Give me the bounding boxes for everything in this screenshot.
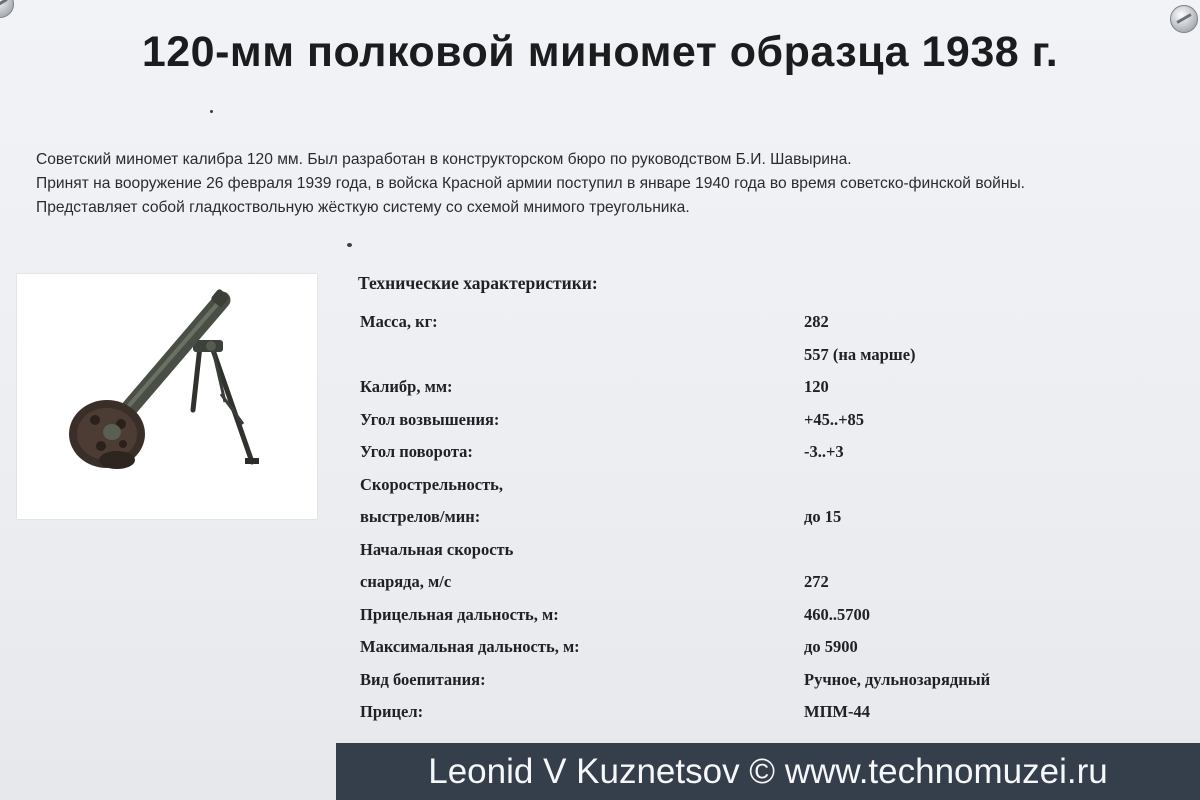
spec-row <box>358 566 1118 599</box>
spec-label: Максимальная дальность, м: <box>360 637 580 656</box>
spec-label: выстрелов/мин: <box>360 507 481 526</box>
screw-top-left <box>0 0 14 18</box>
spec-value: МПМ-44 <box>804 702 870 721</box>
spec-label: Масса, кг: <box>360 312 438 331</box>
mortar-illustration <box>17 274 317 519</box>
spec-value: -3..+3 <box>804 442 844 461</box>
spec-label: Начальная скорость <box>360 539 514 559</box>
spec-value: 282 <box>804 312 829 331</box>
spec-label: Калибр, мм: <box>360 377 453 396</box>
spec-label: Угол поворота: <box>360 442 473 461</box>
spec-value: до 15 <box>804 507 842 526</box>
spec-value: 557 (на марше) <box>804 344 916 364</box>
dirt-speck <box>347 243 352 247</box>
spec-value: Ручное, дульнозарядный <box>804 669 991 689</box>
specifications <box>358 268 1118 729</box>
intro-line: Представляет собой гладкоствольную жёсткую систему со схемой мнимого треугольника. <box>36 199 690 216</box>
spec-value: 272 <box>804 572 829 591</box>
watermark-banner: Leonid V Kuznetsov © www.technomuzei.ru <box>336 743 1200 800</box>
spec-row <box>358 306 1118 339</box>
spec-label: снаряда, м/с <box>360 572 452 591</box>
intro-line: Принят на вооружение 26 февраля 1939 года, в войска Красной армии поступил в январе 1940 года во время советско-финской войны. <box>36 175 1025 192</box>
spec-row <box>358 436 1118 469</box>
spec-row <box>358 501 1118 534</box>
intro-line: Советский миномет калибра 120 мм. Был разработан в конструкторском бюро по руководством Б.И. Шавырина. <box>36 151 852 168</box>
spec-label: Скорострельность, <box>360 474 504 494</box>
spec-value: 120 <box>804 377 829 396</box>
spec-value: 460..5700 <box>804 604 870 624</box>
spec-label: Угол возвышения: <box>360 409 500 429</box>
spec-row <box>358 371 1118 404</box>
intro-text <box>36 148 1186 220</box>
spec-row <box>358 696 1118 729</box>
spec-row <box>358 631 1118 664</box>
spec-row <box>358 599 1118 632</box>
spec-label: Прицельная дальность, м: <box>360 604 559 624</box>
spec-row <box>358 404 1118 437</box>
plaque-title: 120-мм полковой миномет образца 1938 г. <box>141 28 1059 76</box>
dirt-speck <box>210 110 213 113</box>
spec-row <box>358 534 1118 567</box>
spec-value: +45..+85 <box>804 409 865 429</box>
spec-row <box>358 664 1118 697</box>
spec-row <box>358 339 1118 372</box>
specs-heading: Технические характеристики: <box>358 273 598 293</box>
spec-label: Прицел: <box>360 702 424 721</box>
spec-label: Вид боепитания: <box>360 669 486 689</box>
spec-value: до 5900 <box>804 637 858 656</box>
spec-row <box>358 469 1118 502</box>
mortar-photo <box>17 274 317 519</box>
